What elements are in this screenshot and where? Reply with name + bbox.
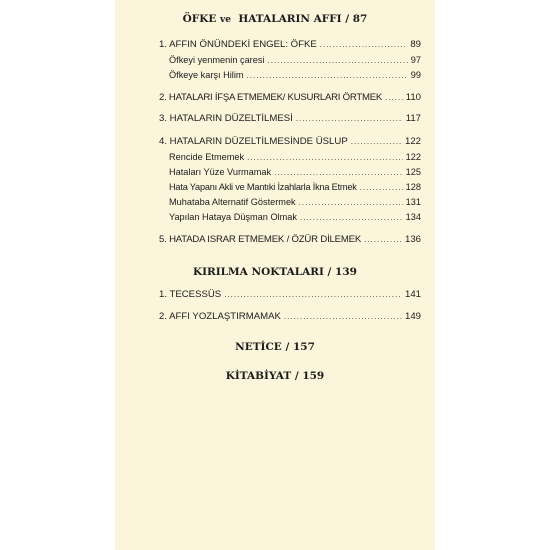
toc-entry-label: 1. AFFIN ÖNÜNDEKİ ENGEL: ÖFKE (159, 39, 317, 50)
heading-part2: HATALARIN AFFI / 87 (238, 13, 368, 25)
toc-entry[interactable] (159, 234, 421, 246)
toc-entry-label: Yapılan Hataya Düşman Olmak (169, 212, 298, 222)
toc-entry-page: 99 (410, 70, 421, 80)
toc-entry-label: Hataları Yüze Vurmamak (169, 167, 272, 177)
toc-entry-page: 134 (405, 212, 421, 222)
section-heading-netice: NETİCE / 157 (235, 341, 315, 353)
toc-entry-label: 1. TECESSÜS (159, 289, 222, 300)
toc-entry[interactable] (169, 69, 421, 82)
toc-entry[interactable] (169, 196, 421, 209)
toc-entry[interactable] (169, 181, 421, 194)
leader-dots (320, 39, 408, 51)
toc-entry-page: 125 (405, 167, 421, 177)
leader-dots (364, 234, 402, 246)
toc-entry-page: 122 (405, 152, 421, 162)
toc-entry[interactable] (159, 113, 421, 125)
toc-entry[interactable] (169, 151, 421, 164)
leader-dots (268, 55, 408, 67)
toc-entry-label: 5. HATADA ISRAR ETMEMEK / ÖZÜR DİLEMEK (159, 234, 362, 245)
leader-dots (274, 167, 403, 179)
heading-part1: ÖFKE (182, 13, 217, 25)
toc-entry-page: 89 (410, 39, 421, 50)
book-page (115, 0, 435, 550)
toc-entry-label: Öfkeye karşı Hilim (169, 70, 244, 80)
toc-entry[interactable] (159, 39, 421, 51)
toc-entry-page: 128 (405, 182, 421, 192)
toc-entry-page: 141 (404, 289, 421, 300)
leader-dots (284, 311, 402, 323)
toc-entry[interactable] (159, 311, 421, 323)
section-heading-ofke (115, 13, 435, 25)
toc-entry-label: Öfkeyi yenmenin çaresi (169, 55, 265, 65)
toc-entry-label: 2. AFFI YOZLAŞTIRMAMAK (159, 311, 281, 322)
toc-entry-page: 117 (405, 113, 421, 124)
toc-entry-label: Muhataba Alternatif Göstermek (169, 197, 296, 207)
toc-entry-label: 4. HATALARIN DÜZELTİLMESİNDE ÜSLUP (159, 136, 348, 147)
leader-dots (224, 289, 402, 301)
toc-entry-label: 3. HATALARIN DÜZELTİLMESİ (159, 113, 293, 124)
toc-entry-label: 2. HATALARI İFŞA ETMEMEK/ KUSURLARI ÖRTMEK (159, 92, 382, 103)
toc-entry[interactable] (159, 136, 421, 148)
heading-ve: ve (220, 15, 231, 25)
leader-dots (351, 136, 402, 148)
leader-dots (296, 113, 403, 125)
section-heading-kitabiyat: KİTABİYAT / 159 (225, 370, 325, 382)
leader-dots (299, 197, 403, 209)
leader-dots (247, 152, 403, 164)
leader-dots (300, 212, 403, 224)
toc-entry[interactable] (169, 211, 421, 224)
toc-entry-label: Rencide Etmemek (169, 152, 245, 162)
toc-entry[interactable] (169, 166, 421, 179)
leader-dots (360, 182, 403, 194)
toc-entry[interactable] (159, 92, 421, 104)
toc-entry-label: Hata Yapanı Akli ve Mantıki İzahlarla İkna Etmek (169, 182, 357, 192)
toc-entry-page: 136 (404, 234, 421, 245)
toc-entry[interactable] (169, 54, 421, 67)
toc-entry-page: 131 (405, 197, 421, 207)
toc-entry-page: 97 (410, 55, 421, 65)
leader-dots (247, 70, 408, 82)
toc-entry-page: 122 (404, 136, 421, 147)
toc-entry[interactable] (159, 289, 421, 301)
toc-entry-page: 110 (405, 92, 421, 103)
leader-dots (385, 92, 403, 104)
section-heading-kirilma: KIRILMA NOKTALARI / 139 (193, 266, 357, 278)
toc-entry-page: 149 (404, 311, 421, 322)
